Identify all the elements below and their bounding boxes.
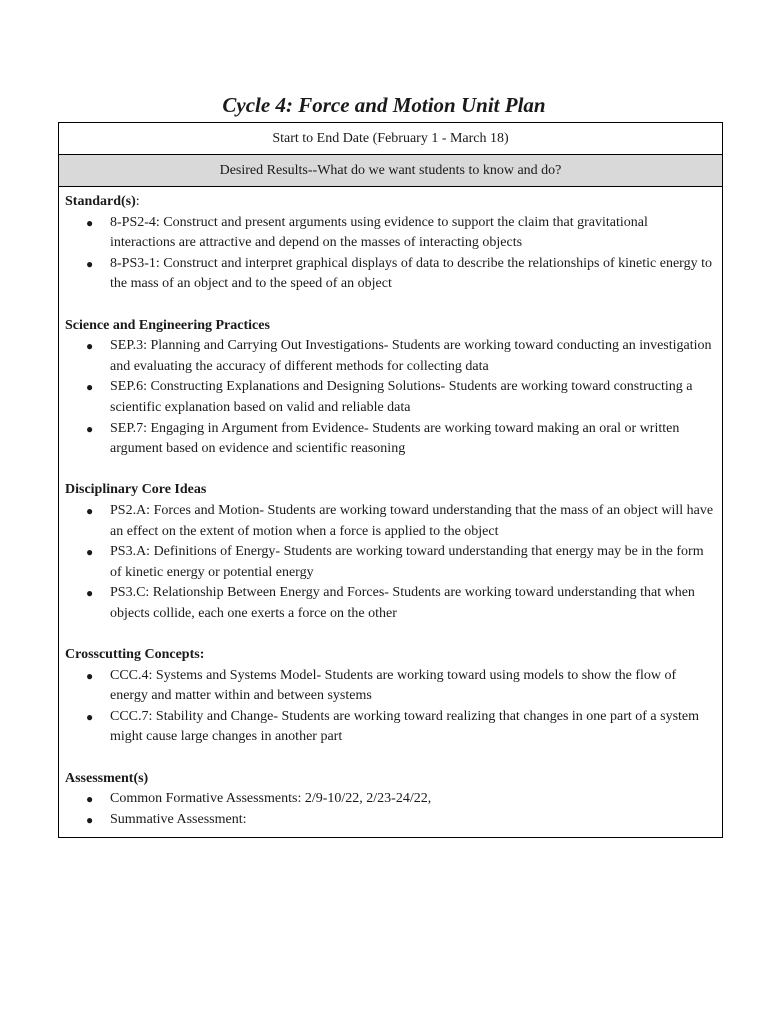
bullet-icon: ●: [86, 545, 94, 560]
standards-section: [65, 192, 714, 295]
date-range-label: Start to End Date (February 1 - March 18): [272, 131, 509, 146]
list-item-text: PS3.A: Definitions of Energy- Students are working toward understanding that energy may be in the form of kinetic energy or potential energy: [110, 544, 704, 580]
list-item-text: PS3.C: Relationship Between Energy and Forces- Students are working toward understanding that when objects collide, each one exerts a force on the other: [110, 585, 695, 621]
core-ideas-heading: Disciplinary Core Ideas: [65, 482, 207, 498]
list-item: [65, 254, 714, 295]
document-title: Cycle 4: Force and Motion Unit Plan: [222, 93, 546, 117]
core-ideas-list: [65, 501, 714, 625]
core-ideas-section: [65, 480, 714, 624]
unit-plan-table: [58, 122, 723, 838]
list-item-text: SEP.6: Constructing Explanations and Designing Solutions- Students are working toward constructing a scientific explanation based on valid and reliable data: [110, 379, 693, 415]
desired-results-label: Desired Results--What do we want students to know and do?: [219, 163, 562, 178]
bullet-icon: ●: [86, 421, 94, 436]
bullet-icon: ●: [86, 709, 94, 724]
list-item-text: Summative Assessment:: [110, 811, 247, 827]
list-item: [65, 583, 714, 624]
list-item-text: PS2.A: Forces and Motion- Students are working toward understanding that the mass of an object will have an effect on the extent of motion when a force is applied to the object: [110, 502, 714, 539]
list-item: [65, 810, 714, 831]
list-item-text: 8-PS3-1: Construct and interpret graphical displays of data to describe the relationships of kinetic energy to the mass of an object and to the speed of an object: [110, 255, 712, 292]
list-item-text: Common Formative Assessments: 2/9-10/22, 2/23-24/22,: [110, 791, 432, 807]
list-item-text: CCC.4: Systems and Systems Model- Students are working toward using models to show the flow of energy and matter within and between systems: [110, 667, 677, 704]
list-item: [65, 336, 714, 377]
list-item: [65, 501, 714, 542]
bullet-icon: ●: [86, 812, 94, 827]
list-item: [65, 419, 714, 460]
assessment-heading: Assessment(s): [65, 770, 149, 786]
standards-list: [65, 213, 714, 295]
bullet-icon: ●: [86, 339, 94, 354]
date-range-row: [59, 123, 722, 155]
practices-heading: Science and Engineering Practices: [65, 317, 270, 333]
bullet-icon: ●: [86, 380, 94, 395]
assessment-section: [65, 769, 714, 831]
bullet-icon: ●: [86, 586, 94, 601]
list-item-text: 8-PS2-4: Construct and present arguments using evidence to support the claim that gravitational interactions are attractive and depend on the masses of interacting objects: [110, 214, 648, 251]
crosscutting-list: [65, 666, 714, 748]
bullet-icon: ●: [86, 256, 94, 271]
assessment-list: [65, 789, 714, 830]
desired-results-header: [59, 155, 722, 187]
bullet-icon: ●: [86, 792, 94, 807]
list-item: [65, 707, 714, 748]
crosscutting-section: [65, 645, 714, 748]
list-item: [65, 213, 714, 254]
practices-list: [65, 336, 714, 460]
bullet-icon: ●: [86, 503, 94, 518]
list-item: [65, 666, 714, 707]
plan-content: [59, 187, 722, 837]
list-item-text: SEP.3: Planning and Carrying Out Investigations- Students are working toward conducting an investigation and evaluating the accuracy of different methods for collecting data: [110, 338, 712, 374]
list-item: [65, 377, 714, 418]
crosscutting-heading: Crosscutting Concepts:: [65, 647, 205, 663]
list-item: [65, 542, 714, 583]
bullet-icon: ●: [86, 215, 94, 230]
standards-heading-colon: :: [135, 194, 140, 209]
practices-section: [65, 316, 714, 460]
list-item: [65, 789, 714, 810]
list-item-text: CCC.7: Stability and Change- Students are working toward realizing that changes in one part of a system might cause large changes in another part: [110, 708, 700, 745]
bullet-icon: ●: [86, 668, 94, 683]
list-item-text: SEP.7: Engaging in Argument from Evidence- Students are working toward making an oral or written argument based on evidence and scientific reasoning: [110, 420, 680, 457]
standards-heading: Standard(s): [65, 194, 136, 209]
section-heading: [65, 192, 714, 213]
